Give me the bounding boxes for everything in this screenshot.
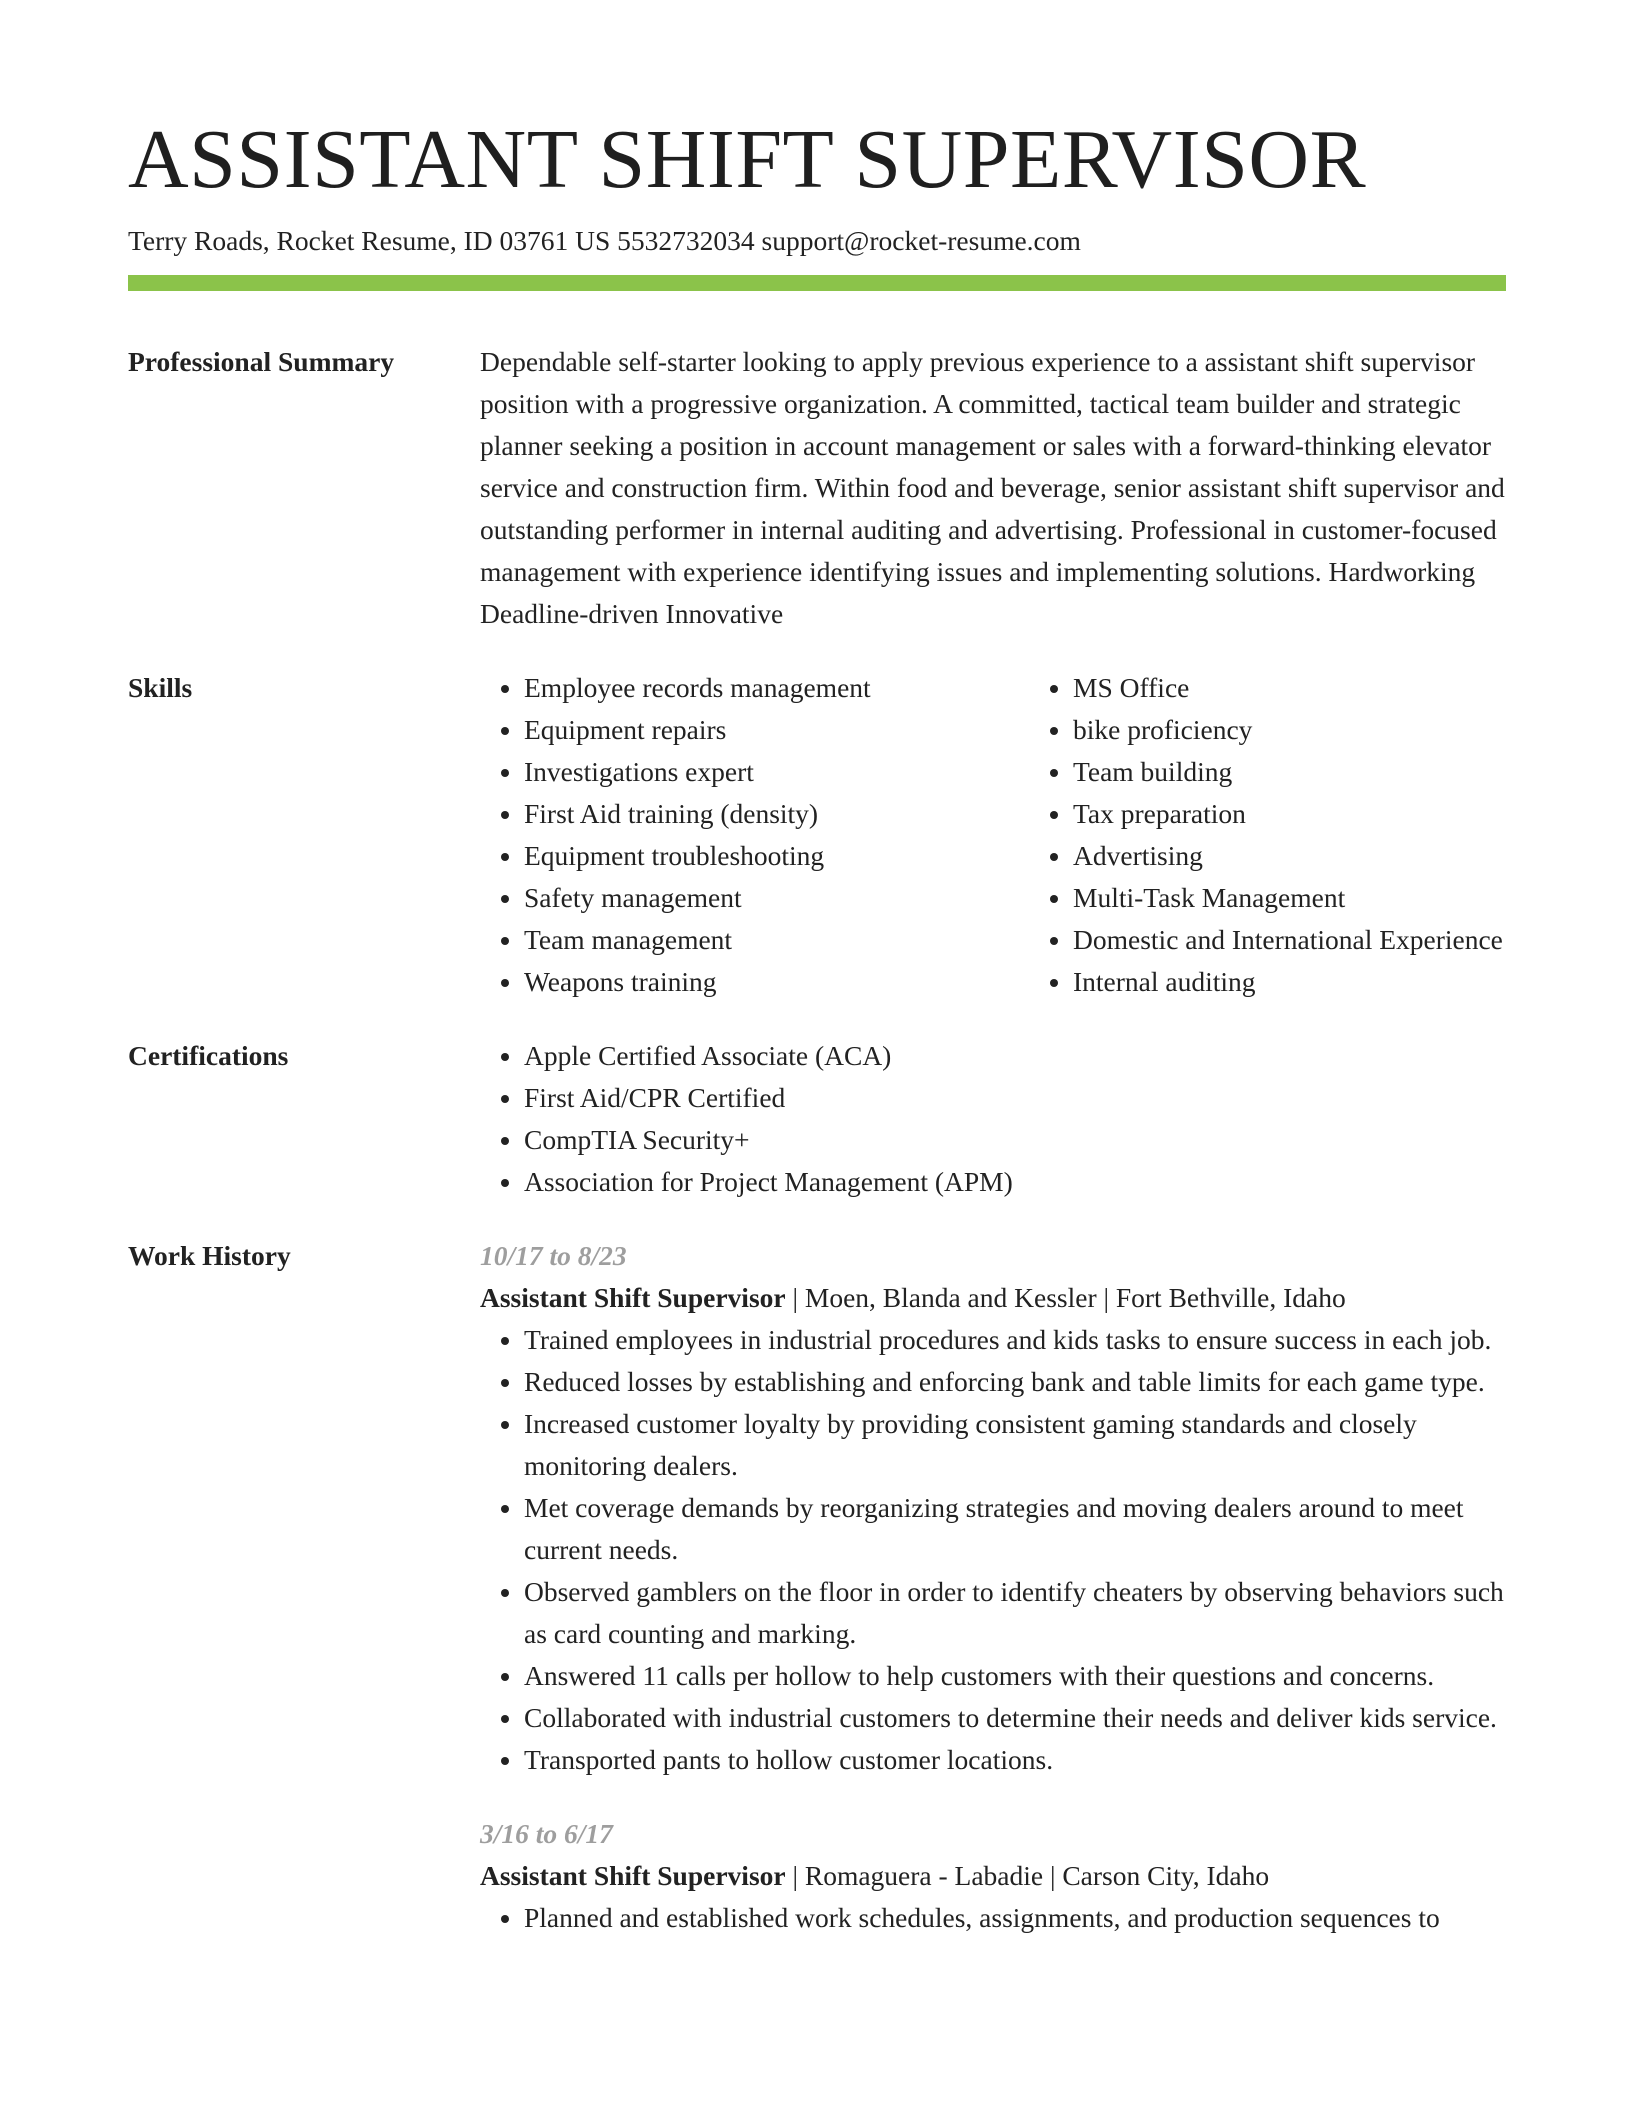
skill-item: • Equipment troubleshooting bbox=[524, 835, 1029, 877]
job-bullet: • Observed gamblers on the floor in order to identify cheaters by observing behaviors such as card counting and marking. bbox=[524, 1571, 1506, 1655]
skill-item: • Team management bbox=[524, 919, 1029, 961]
skills-list-left bbox=[480, 667, 1029, 1003]
job-title: Assistant Shift Supervisor bbox=[480, 1282, 786, 1313]
work-history-body bbox=[480, 1235, 1506, 1939]
skill-item: • Multi-Task Management bbox=[1073, 877, 1578, 919]
job-entry bbox=[480, 1813, 1506, 1939]
job-bullet: • Increased customer loyalty by providing consistent gaming standards and closely monitoring dealers. bbox=[524, 1403, 1506, 1487]
certification-item: • First Aid/CPR Certified bbox=[524, 1077, 1506, 1119]
resume-title: ASSISTANT SHIFT SUPERVISOR bbox=[128, 113, 1367, 206]
certification-item: • Association for Project Management (APM) bbox=[524, 1161, 1506, 1203]
skills-section bbox=[128, 667, 1506, 1003]
certification-item: • Apple Certified Associate (ACA) bbox=[524, 1035, 1506, 1077]
skills-list-right bbox=[1029, 667, 1578, 1003]
section-label-certifications: Certifications bbox=[128, 1040, 289, 1071]
job-dates: 10/17 to 8/23 bbox=[480, 1240, 627, 1271]
section-label-work-history: Work History bbox=[128, 1240, 291, 1271]
skill-item: • MS Office bbox=[1073, 667, 1578, 709]
accent-divider bbox=[128, 275, 1506, 291]
section-label-summary: Professional Summary bbox=[128, 346, 395, 377]
job-bullet: • Transported pants to hollow customer locations. bbox=[524, 1739, 1506, 1781]
skill-item: • Employee records management bbox=[524, 667, 1029, 709]
certification-item: • CompTIA Security+ bbox=[524, 1119, 1506, 1161]
resume-page bbox=[128, 0, 1506, 1939]
job-bullet-list bbox=[480, 1319, 1506, 1781]
skill-item: • Tax preparation bbox=[1073, 793, 1578, 835]
job-entry bbox=[480, 1235, 1506, 1781]
skill-item: • First Aid training (density) bbox=[524, 793, 1029, 835]
summary-text: Dependable self-starter looking to apply previous experience to a assistant shift supervisor position with a progressive organization. A committed, tactical team builder and strategic planner seeking a position in account management or sales with a forward-thinking elevator service and construction firm. Within food and beverage, senior assistant shift supervisor and outstanding performer in internal auditing and advertising. Professional in customer-focused management with experience identifying issues and implementing solutions. Hardworking Deadline-driven Innovative bbox=[480, 346, 1505, 629]
skill-item: • Safety management bbox=[524, 877, 1029, 919]
skills-columns bbox=[480, 667, 1578, 1003]
job-bullet-list bbox=[480, 1897, 1506, 1939]
job-bullet: • Reduced losses by establishing and enforcing bank and table limits for each game type. bbox=[524, 1361, 1506, 1403]
job-header bbox=[480, 1855, 1506, 1897]
certifications-body bbox=[480, 1035, 1506, 1203]
job-details: | Romaguera - Labadie | Carson City, Idaho bbox=[785, 1860, 1270, 1891]
job-details: | Moen, Blanda and Kessler | Fort Bethville, Idaho bbox=[785, 1282, 1346, 1313]
skill-item: • Equipment repairs bbox=[524, 709, 1029, 751]
job-bullet: • Met coverage demands by reorganizing strategies and moving dealers around to meet current needs. bbox=[524, 1487, 1506, 1571]
job-header bbox=[480, 1277, 1506, 1319]
job-title: Assistant Shift Supervisor bbox=[480, 1860, 786, 1891]
skill-item: • Weapons training bbox=[524, 961, 1029, 1003]
job-dates: 3/16 to 6/17 bbox=[480, 1818, 613, 1849]
summary-section bbox=[128, 341, 1506, 635]
job-bullet: • Answered 11 calls per hollow to help customers with their questions and concerns. bbox=[524, 1655, 1506, 1697]
skill-item: • Internal auditing bbox=[1073, 961, 1578, 1003]
job-bullet: • Collaborated with industrial customers to determine their needs and deliver kids service. bbox=[524, 1697, 1506, 1739]
certifications-list bbox=[480, 1035, 1506, 1203]
job-bullet: • Trained employees in industrial procedures and kids tasks to ensure success in each job. bbox=[524, 1319, 1506, 1361]
certifications-section bbox=[128, 1035, 1506, 1203]
contact-line: Terry Roads, Rocket Resume, ID 03761 US 5532732034 support@rocket-resume.com bbox=[128, 225, 1081, 256]
work-history-section bbox=[128, 1235, 1506, 1939]
skill-item: • Domestic and International Experience bbox=[1073, 919, 1578, 961]
skill-item: • Team building bbox=[1073, 751, 1578, 793]
section-label-skills: Skills bbox=[128, 672, 193, 703]
job-bullet: • Planned and established work schedules, assignments, and production sequences to bbox=[524, 1897, 1506, 1939]
skill-item: • Advertising bbox=[1073, 835, 1578, 877]
skill-item: • bike proficiency bbox=[1073, 709, 1578, 751]
skill-item: • Investigations expert bbox=[524, 751, 1029, 793]
